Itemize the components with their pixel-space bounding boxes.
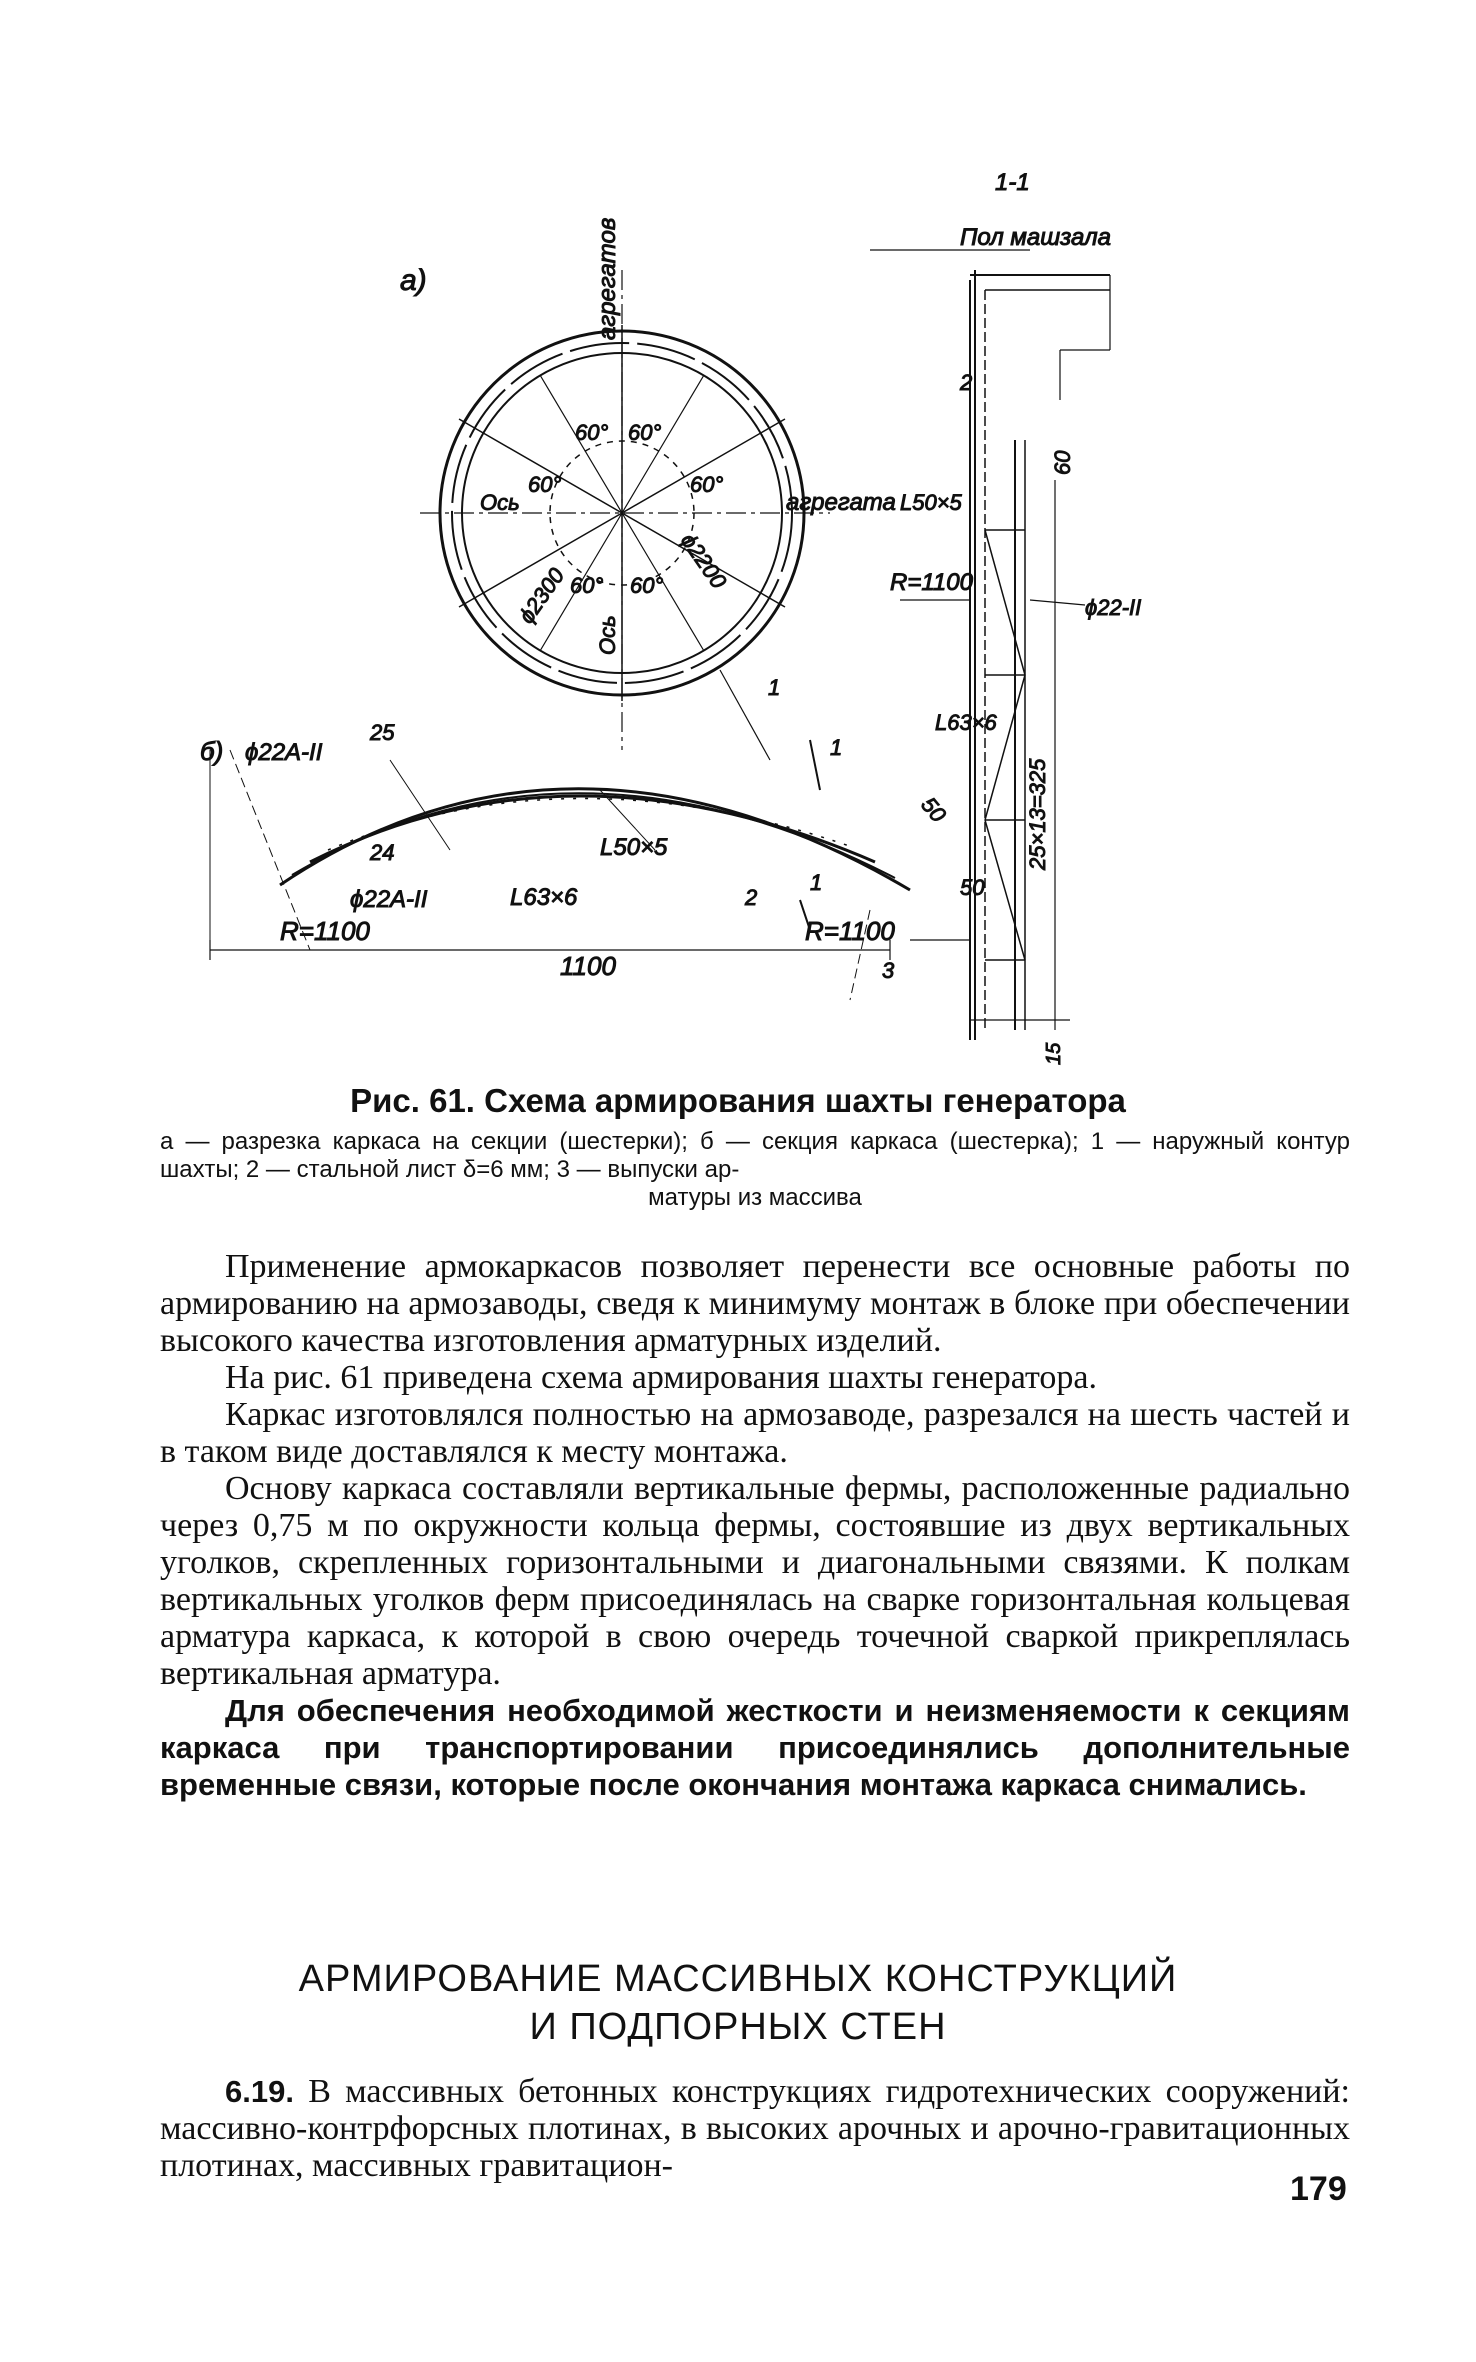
angle-60-e: 60° <box>570 573 604 598</box>
rebar-22-bottom: ϕ22A-II <box>350 886 428 913</box>
callout-3: 3 <box>882 958 895 983</box>
reinforcement-drawing <box>200 150 1330 1080</box>
radius-right-view: R=1100 <box>890 569 973 596</box>
axis-os-bottom: Ось <box>595 615 620 655</box>
angle-60-f: 60° <box>630 573 664 598</box>
dim-25x13: 25×13=325 <box>1025 758 1050 870</box>
paragraph-3: Каркас изготовлялся полностью на армозаводе, разрезался на шесть частей и в таком виде доставлялся к месту монтажа. <box>160 1396 1350 1470</box>
angle-60-b: 60° <box>628 420 662 445</box>
section-view <box>870 250 1110 1040</box>
axis-units-top: агрегатов <box>594 217 621 340</box>
label-a: а) <box>400 264 427 297</box>
section-heading <box>0 1955 1476 2051</box>
callout-2-right: 2 <box>960 370 973 395</box>
angle-60-d: 60° <box>690 472 724 497</box>
figure-61 <box>200 150 1330 1080</box>
floor-label: Пол машзала <box>960 224 1111 251</box>
section-text: В массивных бетонных конструкциях гидротехнических сооружений: массивно-контрфорсных плотинах, в высоких арочных и арочно-гравитационных плотинах, массивных гравитацион- <box>160 2073 1350 2184</box>
callout-1: 1 <box>768 675 781 700</box>
angle-50x5-right: L50×5 <box>900 490 962 515</box>
body-text <box>160 1248 1350 1803</box>
radius-right: R=1100 <box>805 916 895 946</box>
figure-caption-body <box>160 1128 1350 1212</box>
dim-60: 60 <box>1050 450 1075 475</box>
section-mark: 1-1 <box>995 169 1030 196</box>
axis-os-left: Ось <box>480 490 520 515</box>
angle-50x5-b: L50×5 <box>600 834 668 861</box>
section-cut-bottom: 1 <box>810 870 823 895</box>
heading-line-2: И ПОДПОРНЫХ СТЕН <box>529 2006 947 2048</box>
caption-line-3: матуры из массива <box>648 1184 862 1211</box>
callout-2-b: 2 <box>745 885 758 910</box>
dim-25: 25 <box>370 720 395 745</box>
heading-line-1: АРМИРОВАНИЕ МАССИВНЫХ КОНСТРУКЦИЙ <box>298 1958 1178 2000</box>
label-b: б) <box>200 736 224 766</box>
caption-line-2: 1 — наружный контур шахты; 2 — стальной лист δ=6 мм; 3 — выпуски ар- <box>160 1128 1351 1183</box>
dia-2300: ϕ2300 <box>513 563 570 628</box>
paragraph-4: Основу каркаса составляли вертикальные фермы, расположенные радиально через 0,75 м по окружности кольца фермы, состоявшие из двух вертикальных уголков, скрепленных горизонтальными и диагональными связями. К полкам вертикальных уголков ферм присоединялась на сварке горизонтальная кольцевая арматура каркаса, к которой в свою очередь точечной сваркой прикреплялась вертикальная арматура. <box>160 1470 1350 1692</box>
dim-50-right: 50 <box>960 875 985 900</box>
paragraph-5: Для обеспечения необходимой жесткости и неизменяемости к секциям каркаса при транспортировании присоединялись дополнительные временные связи, которые после окончания монтажа каркаса снимались. <box>160 1693 1350 1802</box>
dim-15: 15 <box>1043 1042 1065 1065</box>
angle-60-c: 60° <box>528 472 562 497</box>
dim-24: 24 <box>370 840 395 865</box>
page-number: 179 <box>1290 2170 1347 2208</box>
section-number: 6.19. <box>225 2074 294 2109</box>
paragraph-1: Применение армокаркасов позволяет перенести все основные работы по армированию на армозаводы, сведя к минимуму монтаж в блоке при обеспечении высокого качества изготовления арматурных изделий. <box>160 1248 1350 1359</box>
axis-units-right: агрегата <box>786 489 896 516</box>
angle-60-a: 60° <box>575 420 609 445</box>
dia-2200: ϕ2200 <box>675 528 732 593</box>
angle-63x6-right: L63×6 <box>935 710 997 735</box>
section-cut-top: 1 <box>830 735 843 760</box>
radius-left: R=1100 <box>280 916 370 946</box>
paragraph-2: На рис. 61 приведена схема армирования шахты генератора. <box>225 1359 1097 1396</box>
dim-50: 50 <box>916 792 952 827</box>
rebar-22-right: ϕ22-II <box>1085 595 1142 620</box>
section-6-19 <box>160 2073 1350 2184</box>
angle-63x6-b: L63×6 <box>510 884 578 911</box>
dim-1100: 1100 <box>560 951 616 981</box>
rebar-22-left: ϕ22A-II <box>245 739 323 766</box>
figure-caption-title: Рис. 61. Схема армирования шахты генератора <box>350 1082 1126 1119</box>
caption-line-1: а — разрезка каркаса на секции (шестерки); б — секция каркаса (шестерка); <box>160 1128 1079 1155</box>
